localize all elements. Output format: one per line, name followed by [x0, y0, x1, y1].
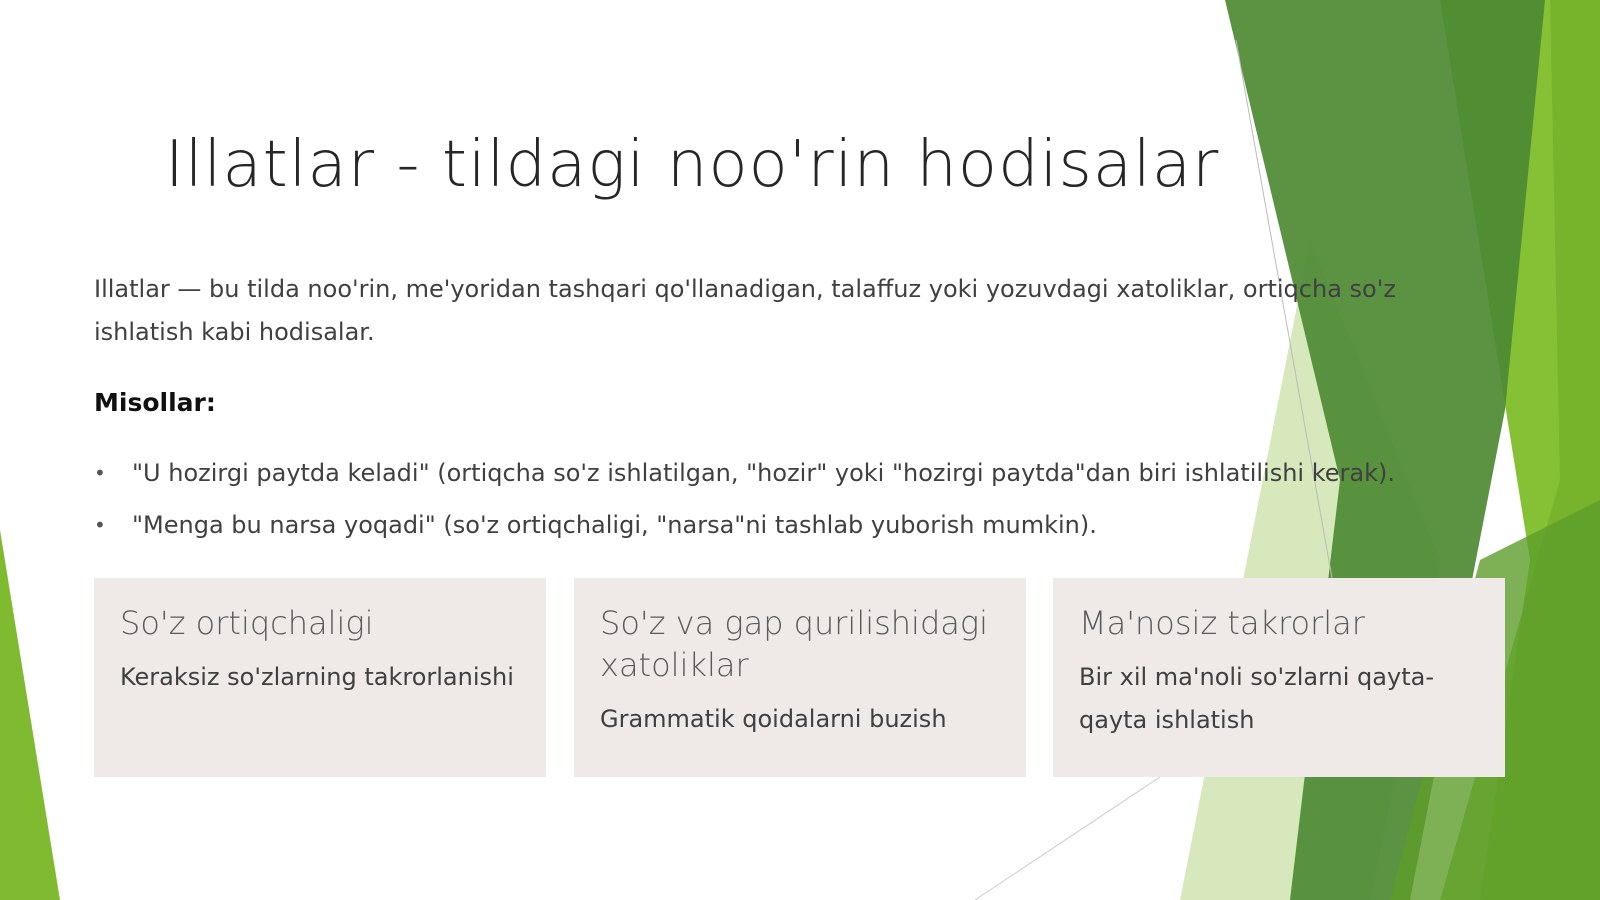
- example-item: [94, 458, 1395, 488]
- intro-paragraph: Illatlar — bu tilda noo'rin, me'yoridan tashqari qo'llanadigan, talaffuz yoki yozuvdagi xatoliklar, ortiqcha so'z ishlatish kabi hodisalar.: [94, 275, 1396, 346]
- card-title: Ma'nosiz takrorlar: [1079, 604, 1365, 642]
- left-green-sliver: [0, 530, 60, 900]
- example-text: "U hozirgi paytda keladi" (ortiqcha so'z ishlatilgan, "hozir" yoki "hozirgi paytda"dan biri ishlatilishi kerak).: [132, 459, 1395, 487]
- card-manosiz-takrorlar: [1053, 578, 1505, 777]
- card-text: Bir xil ma'noli so'zlarni qayta-qayta ishlatish: [1079, 663, 1434, 734]
- card-title: So'z ortiqchaligi: [120, 604, 374, 642]
- examples-heading: Misollar:: [94, 388, 216, 417]
- card-soz-ortiqchaligi: [94, 578, 546, 777]
- card-text: Keraksiz so'zlarning takrorlanishi: [120, 663, 514, 691]
- slide-title: Illatlar - tildagi noo'rin hodisalar: [165, 128, 1220, 202]
- bullet-icon: •: [94, 461, 106, 485]
- bullet-icon: •: [94, 513, 106, 537]
- example-item: [94, 510, 1395, 540]
- card-gap-qurilishi: [574, 578, 1026, 777]
- examples-list: [94, 458, 1395, 562]
- decor-thin-line-diagonal: [975, 777, 1160, 900]
- example-text: "Menga bu narsa yoqadi" (so'z ortiqchaligi, "narsa"ni tashlab yuborish mumkin).: [132, 511, 1097, 539]
- card-text: Grammatik qoidalarni buzish: [600, 705, 947, 733]
- card-title: So'z va gap qurilishidagi xatoliklar: [600, 604, 988, 684]
